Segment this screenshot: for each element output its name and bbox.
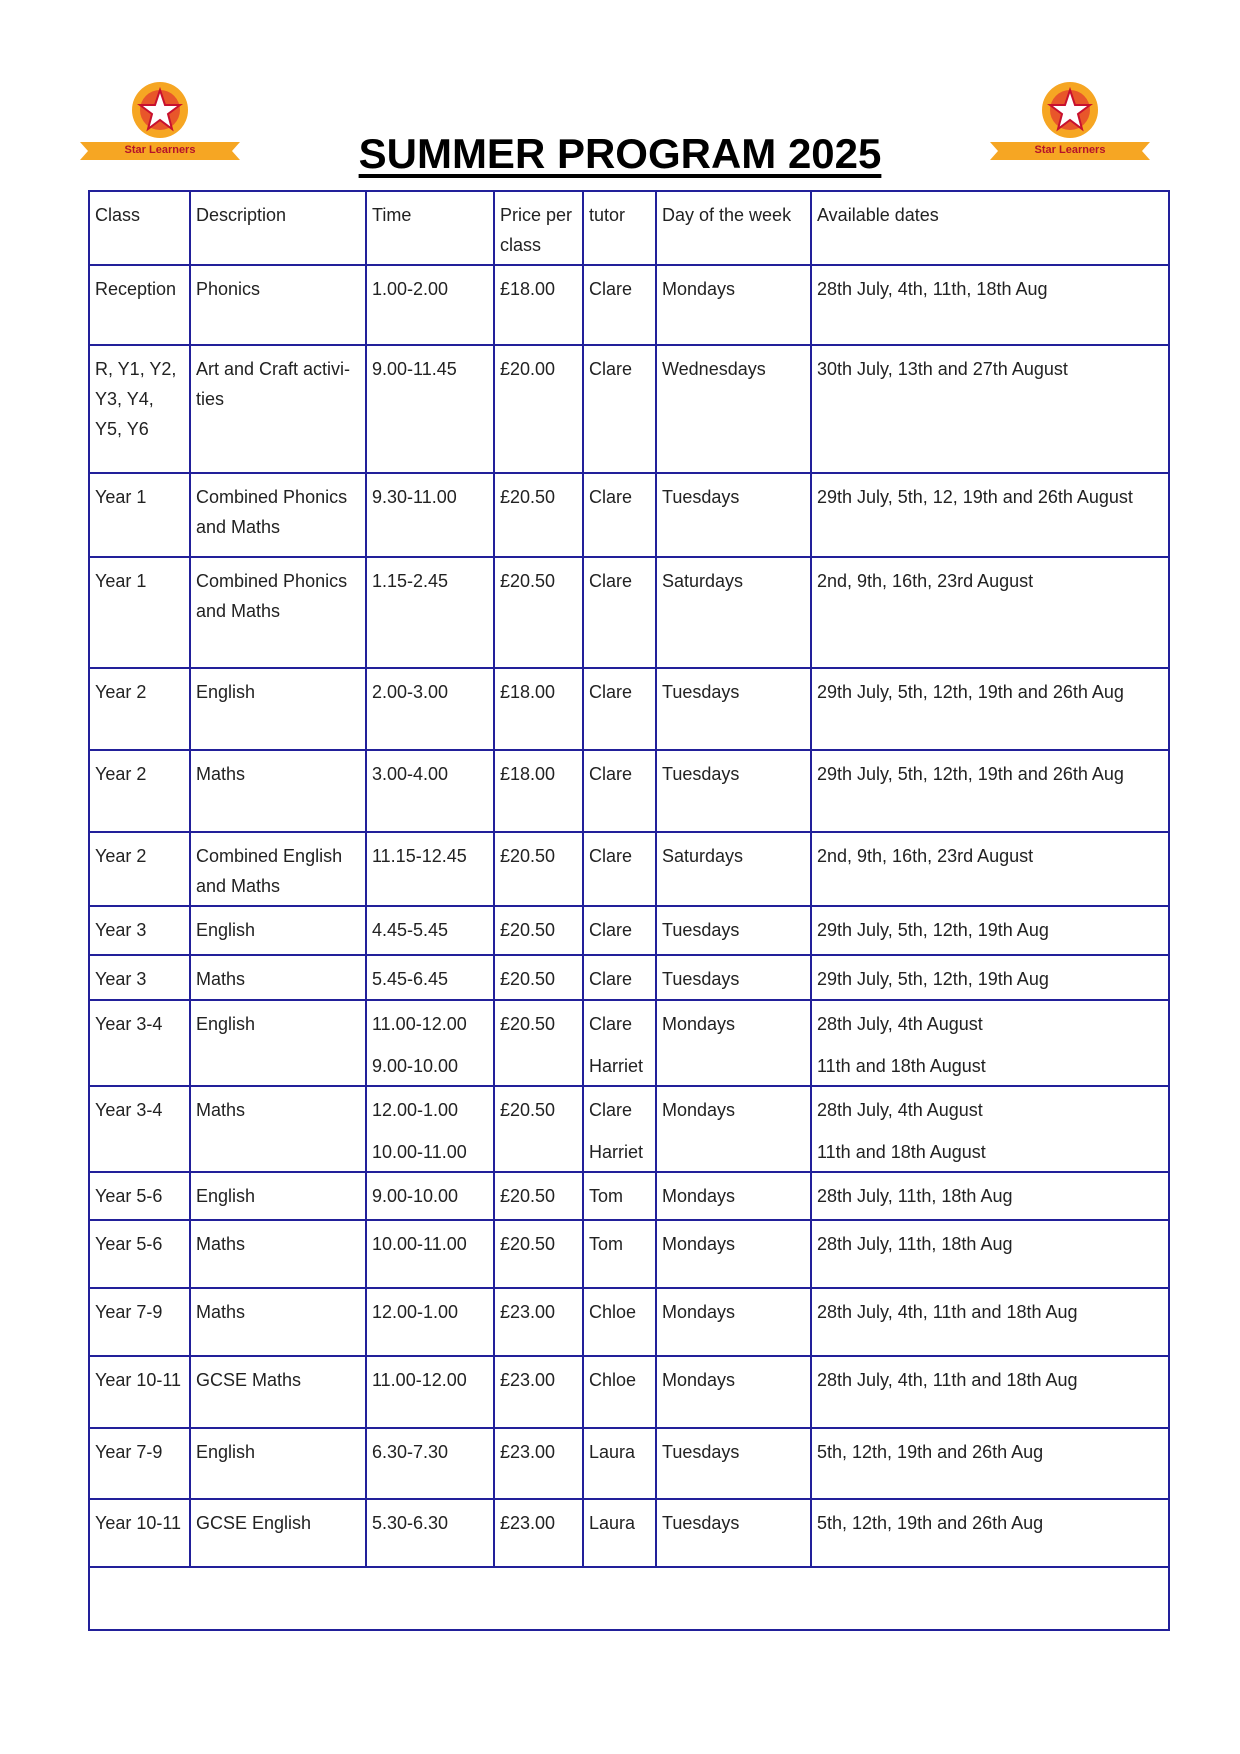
cell-class: Year 3 bbox=[89, 955, 190, 1000]
header-price: Price per class bbox=[494, 191, 583, 265]
cell-time bbox=[366, 1356, 494, 1428]
cell-dates bbox=[811, 750, 1169, 832]
cell-time bbox=[366, 1288, 494, 1356]
cell-tutor-line: Clare bbox=[589, 1014, 633, 1034]
cell-class: Year 3-4 bbox=[89, 1000, 190, 1086]
cell-tutor-line: Tom bbox=[589, 1186, 624, 1206]
cell-time bbox=[366, 668, 494, 750]
cell-class: Year 2 bbox=[89, 832, 190, 906]
cell-class: Year 10-11 bbox=[89, 1499, 190, 1567]
cell-dates-line: 2nd, 9th, 16th, 23rd August bbox=[817, 571, 1034, 591]
cell-tutor-line: Laura bbox=[589, 1513, 636, 1533]
cell-tutor bbox=[583, 906, 656, 955]
cell-class: Year 5-6 bbox=[89, 1172, 190, 1220]
cell-time-line: 5.45-6.45 bbox=[372, 969, 449, 989]
cell-day: Mondays bbox=[656, 265, 811, 345]
cell-time bbox=[366, 473, 494, 557]
cell-description: Maths bbox=[190, 1086, 366, 1172]
cell-day: Tuesdays bbox=[656, 906, 811, 955]
cell-time bbox=[366, 750, 494, 832]
cell-dates bbox=[811, 955, 1169, 1000]
cell-description: GCSE Maths bbox=[190, 1356, 366, 1428]
cell-price: £23.00 bbox=[494, 1288, 583, 1356]
cell-tutor-line: Clare bbox=[589, 764, 633, 784]
cell-time-line: 3.00-4.00 bbox=[372, 764, 449, 784]
cell-tutor-line: Clare bbox=[589, 571, 633, 591]
page-title: SUMMER PROGRAM 2025 bbox=[358, 130, 882, 177]
cell-day: Mondays bbox=[656, 1172, 811, 1220]
header-day: Day of the week bbox=[656, 191, 811, 265]
cell-class: Year 3-4 bbox=[89, 1086, 190, 1172]
cell-day: Tuesdays bbox=[656, 955, 811, 1000]
cell-description: Combined Phonics and Maths bbox=[190, 473, 366, 557]
cell-description: Combined Phonics and Maths bbox=[190, 557, 366, 668]
cell-price: £23.00 bbox=[494, 1499, 583, 1567]
cell-day: Saturdays bbox=[656, 832, 811, 906]
cell-price: £18.00 bbox=[494, 668, 583, 750]
cell-day: Tuesdays bbox=[656, 668, 811, 750]
cell-tutor bbox=[583, 1000, 656, 1086]
logo-text: Star Learners bbox=[124, 144, 196, 156]
cell-tutor-line: Clare bbox=[589, 359, 633, 379]
cell-time-line: 11.15-12.45 bbox=[372, 846, 467, 866]
cell-price: £18.00 bbox=[494, 750, 583, 832]
cell-price: £20.50 bbox=[494, 557, 583, 668]
cell-price: £20.50 bbox=[494, 1220, 583, 1288]
cell-tutor-line: Clare bbox=[589, 1100, 633, 1120]
cell-description: Maths bbox=[190, 1220, 366, 1288]
cell-dates-line: 29th July, 5th, 12, 19th and 26th August bbox=[817, 487, 1133, 507]
cell-tutor bbox=[583, 1288, 656, 1356]
cell-day: Saturdays bbox=[656, 557, 811, 668]
cell-description: English bbox=[190, 668, 366, 750]
cell-time-line: 9.00-10.00 bbox=[372, 1056, 459, 1076]
cell-dates bbox=[811, 1428, 1169, 1499]
cell-dates-line: 29th July, 5th, 12th, 19th Aug bbox=[817, 920, 1049, 940]
cell-class: Year 7-9 bbox=[89, 1428, 190, 1499]
cell-time-line: 6.30-7.30 bbox=[372, 1442, 449, 1462]
logo-text: Star Learners bbox=[1034, 144, 1106, 156]
table-row bbox=[89, 1356, 1169, 1428]
cell-time bbox=[366, 1220, 494, 1288]
cell-dates bbox=[811, 1086, 1169, 1172]
cell-description: Art and Craft activi-ties bbox=[190, 345, 366, 473]
cell-class: Year 1 bbox=[89, 473, 190, 557]
cell-price: £20.50 bbox=[494, 1172, 583, 1220]
cell-dates bbox=[811, 1000, 1169, 1086]
cell-time-line: 11.00-12.00 bbox=[372, 1370, 467, 1390]
cell-class: Year 3 bbox=[89, 906, 190, 955]
table-row bbox=[89, 265, 1169, 345]
cell-time-line: 11.00-12.00 bbox=[372, 1014, 467, 1034]
cell-day: Mondays bbox=[656, 1356, 811, 1428]
cell-dates bbox=[811, 473, 1169, 557]
cell-dates-line: 29th July, 5th, 12th, 19th and 26th Aug bbox=[817, 682, 1124, 702]
cell-tutor-line: Harriet bbox=[589, 1056, 644, 1076]
cell-dates bbox=[811, 1499, 1169, 1567]
cell-tutor bbox=[583, 750, 656, 832]
cell-time-line: 2.00-3.00 bbox=[372, 682, 449, 702]
table-row bbox=[89, 1499, 1169, 1567]
cell-time-line: 10.00-11.00 bbox=[372, 1142, 467, 1162]
cell-dates-line: 11th and 18th August bbox=[817, 1142, 986, 1162]
cell-class: Year 2 bbox=[89, 750, 190, 832]
cell-time-line: 12.00-1.00 bbox=[372, 1100, 459, 1120]
cell-dates-line: 28th July, 4th, 11th and 18th Aug bbox=[817, 1370, 1078, 1390]
cell-description: Phonics bbox=[190, 265, 366, 345]
table-row bbox=[89, 955, 1169, 1000]
cell-tutor bbox=[583, 832, 656, 906]
cell-time bbox=[366, 1172, 494, 1220]
cell-price: £20.50 bbox=[494, 1000, 583, 1086]
cell-class: Year 1 bbox=[89, 557, 190, 668]
cell-description: English bbox=[190, 1172, 366, 1220]
cell-tutor-line: Clare bbox=[589, 487, 633, 507]
cell-time bbox=[366, 1428, 494, 1499]
table-row bbox=[89, 668, 1169, 750]
cell-class: Reception bbox=[89, 265, 190, 345]
cell-dates-line: 29th July, 5th, 12th, 19th and 26th Aug bbox=[817, 764, 1124, 784]
cell-time bbox=[366, 906, 494, 955]
header-dates: Available dates bbox=[811, 191, 1169, 265]
cell-dates-line: 5th, 12th, 19th and 26th Aug bbox=[817, 1513, 1044, 1533]
cell-dates bbox=[811, 668, 1169, 750]
cell-day: Tuesdays bbox=[656, 1428, 811, 1499]
cell-price: £20.50 bbox=[494, 473, 583, 557]
cell-tutor-line: Clare bbox=[589, 846, 633, 866]
cell-tutor bbox=[583, 1172, 656, 1220]
cell-time bbox=[366, 832, 494, 906]
cell-tutor bbox=[583, 955, 656, 1000]
cell-dates-line: 28th July, 4th, 11th and 18th Aug bbox=[817, 1302, 1078, 1322]
cell-dates-line: 2nd, 9th, 16th, 23rd August bbox=[817, 846, 1034, 866]
cell-dates-line: 28th July, 4th, 11th, 18th Aug bbox=[817, 279, 1048, 299]
empty-cell bbox=[89, 1567, 1169, 1630]
cell-tutor-line: Clare bbox=[589, 920, 633, 940]
cell-description: English bbox=[190, 1428, 366, 1499]
cell-dates-line: 29th July, 5th, 12th, 19th Aug bbox=[817, 969, 1049, 989]
table-row bbox=[89, 1000, 1169, 1086]
cell-class: Year 5-6 bbox=[89, 1220, 190, 1288]
cell-day: Mondays bbox=[656, 1000, 811, 1086]
cell-dates-line: 28th July, 4th August bbox=[817, 1100, 983, 1120]
cell-description: English bbox=[190, 906, 366, 955]
cell-time-line: 10.00-11.00 bbox=[372, 1234, 467, 1254]
cell-dates-line: 11th and 18th August bbox=[817, 1056, 986, 1076]
table-row bbox=[89, 557, 1169, 668]
table-row bbox=[89, 1220, 1169, 1288]
cell-time bbox=[366, 265, 494, 345]
cell-class: Year 7-9 bbox=[89, 1288, 190, 1356]
cell-dates bbox=[811, 1220, 1169, 1288]
cell-time bbox=[366, 1499, 494, 1567]
cell-day: Mondays bbox=[656, 1288, 811, 1356]
cell-dates-line: 5th, 12th, 19th and 26th Aug bbox=[817, 1442, 1044, 1462]
cell-price: £20.50 bbox=[494, 1086, 583, 1172]
cell-description: English bbox=[190, 1000, 366, 1086]
cell-time-line: 1.15-2.45 bbox=[372, 571, 449, 591]
table-row bbox=[89, 750, 1169, 832]
cell-tutor bbox=[583, 1220, 656, 1288]
cell-tutor-line: Clare bbox=[589, 969, 633, 989]
cell-time bbox=[366, 1000, 494, 1086]
cell-price: £18.00 bbox=[494, 265, 583, 345]
cell-tutor bbox=[583, 1086, 656, 1172]
table-row bbox=[89, 1428, 1169, 1499]
table-row bbox=[89, 1288, 1169, 1356]
cell-dates bbox=[811, 265, 1169, 345]
cell-dates-line: 28th July, 11th, 18th Aug bbox=[817, 1234, 1013, 1254]
cell-description: Maths bbox=[190, 750, 366, 832]
cell-class: R, Y1, Y2, Y3, Y4, Y5, Y6 bbox=[89, 345, 190, 473]
header-class: Class bbox=[89, 191, 190, 265]
cell-description: Combined English and Maths bbox=[190, 832, 366, 906]
cell-tutor bbox=[583, 1428, 656, 1499]
cell-tutor bbox=[583, 668, 656, 750]
cell-dates bbox=[811, 1288, 1169, 1356]
cell-time-line: 9.00-10.00 bbox=[372, 1186, 459, 1206]
table-header-row bbox=[89, 191, 1169, 265]
cell-tutor-line: Laura bbox=[589, 1442, 636, 1462]
cell-price: £23.00 bbox=[494, 1356, 583, 1428]
cell-day: Mondays bbox=[656, 1086, 811, 1172]
cell-class: Year 2 bbox=[89, 668, 190, 750]
schedule-body bbox=[89, 265, 1169, 1630]
cell-dates bbox=[811, 345, 1169, 473]
cell-description: Maths bbox=[190, 955, 366, 1000]
header-description: Description bbox=[190, 191, 366, 265]
cell-tutor bbox=[583, 345, 656, 473]
cell-price: £20.50 bbox=[494, 832, 583, 906]
cell-time bbox=[366, 345, 494, 473]
cell-tutor bbox=[583, 557, 656, 668]
table-row bbox=[89, 906, 1169, 955]
cell-time bbox=[366, 1086, 494, 1172]
cell-dates bbox=[811, 832, 1169, 906]
cell-tutor bbox=[583, 1499, 656, 1567]
cell-dates-line: 28th July, 4th August bbox=[817, 1014, 983, 1034]
cell-day: Mondays bbox=[656, 1220, 811, 1288]
cell-price: £20.50 bbox=[494, 955, 583, 1000]
cell-dates bbox=[811, 557, 1169, 668]
cell-time bbox=[366, 955, 494, 1000]
cell-time bbox=[366, 557, 494, 668]
cell-dates bbox=[811, 906, 1169, 955]
cell-dates bbox=[811, 1356, 1169, 1428]
cell-dates-line: 28th July, 11th, 18th Aug bbox=[817, 1186, 1013, 1206]
header-time: Time bbox=[366, 191, 494, 265]
cell-time-line: 9.00-11.45 bbox=[372, 359, 457, 379]
cell-price: £20.50 bbox=[494, 906, 583, 955]
cell-price: £23.00 bbox=[494, 1428, 583, 1499]
table-row bbox=[89, 832, 1169, 906]
table-row bbox=[89, 345, 1169, 473]
cell-time-line: 12.00-1.00 bbox=[372, 1302, 459, 1322]
cell-description: GCSE English bbox=[190, 1499, 366, 1567]
cell-time-line: 5.30-6.30 bbox=[372, 1513, 449, 1533]
schedule-table bbox=[88, 190, 1170, 1631]
cell-tutor-line: Harriet bbox=[589, 1142, 644, 1162]
cell-time-line: 9.30-11.00 bbox=[372, 487, 457, 507]
cell-time-line: 4.45-5.45 bbox=[372, 920, 449, 940]
cell-tutor-line: Clare bbox=[589, 279, 633, 299]
cell-tutor bbox=[583, 473, 656, 557]
cell-tutor-line: Clare bbox=[589, 682, 633, 702]
cell-time-line: 1.00-2.00 bbox=[372, 279, 449, 299]
cell-tutor-line: Tom bbox=[589, 1234, 624, 1254]
table-row bbox=[89, 1086, 1169, 1172]
cell-day: Tuesdays bbox=[656, 750, 811, 832]
cell-description: Maths bbox=[190, 1288, 366, 1356]
cell-day: Tuesdays bbox=[656, 1499, 811, 1567]
cell-tutor bbox=[583, 1356, 656, 1428]
header-tutor: tutor bbox=[583, 191, 656, 265]
table-row-empty bbox=[89, 1567, 1169, 1630]
cell-day: Tuesdays bbox=[656, 473, 811, 557]
cell-dates bbox=[811, 1172, 1169, 1220]
cell-day: Wednesdays bbox=[656, 345, 811, 473]
cell-price: £20.00 bbox=[494, 345, 583, 473]
table-row bbox=[89, 473, 1169, 557]
cell-dates-line: 30th July, 13th and 27th August bbox=[817, 359, 1068, 379]
table-row bbox=[89, 1172, 1169, 1220]
cell-class: Year 10-11 bbox=[89, 1356, 190, 1428]
cell-tutor-line: Chloe bbox=[589, 1370, 637, 1390]
cell-tutor-line: Chloe bbox=[589, 1302, 637, 1322]
cell-tutor bbox=[583, 265, 656, 345]
